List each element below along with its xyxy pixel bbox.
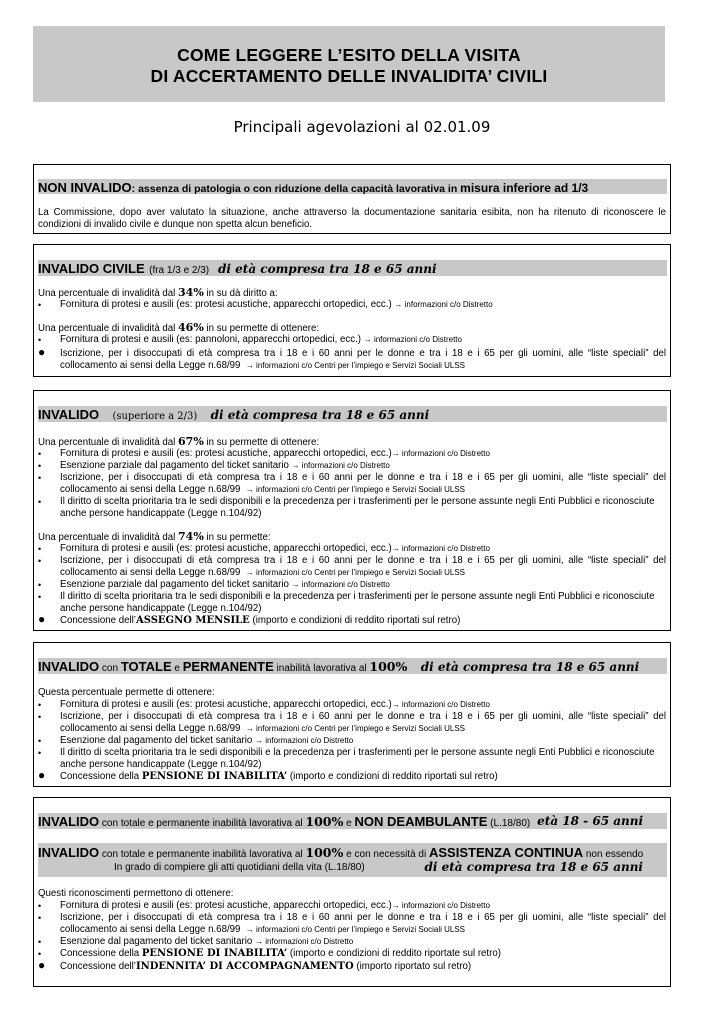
common-iscrizione-2: collocamento ai sensi della Legge n.68/99 [60,484,241,495]
sec5-non-essendo: non essendo [583,849,644,860]
list-item-cont [38,759,666,771]
common-info-distretto: → informazioni c/o Distretto [291,461,390,470]
list-item [38,345,666,360]
sec2-p1-post: in su dà diritto a: [203,288,278,299]
sec4-pensione: PENSIONE DI INABILITA’ [141,771,288,782]
common-iscrizione-2: collocamento ai sensi della Legge n.68/99 [60,567,241,578]
title-line-1: COME LEGGERE L’ESITO DELLA VISITA [177,45,521,65]
sec5-nondeamb: NON DEAMBULANTE [354,814,488,829]
sec4-totale: TOTALE [120,659,172,674]
list-item [38,299,666,311]
bullet-big: ● [38,768,46,782]
list-item [38,768,666,783]
sec1-desc: : assenza di patologia o con riduzione della capacità lavorativa in [131,183,461,194]
common-info-centri: → informazioni c/o Centri per l’impiego e Servizi Sociali ULSS [245,568,466,577]
sec5-age1: età 18 - 65 anni [537,814,643,828]
sec1-desc-big: misura inferiore ad 1/3 [460,181,589,194]
common-info-distretto: → informazioni c/o Distretto [391,901,490,910]
sec3-p1-pre: Una percentuale di invalidità dal [38,437,179,448]
paragraph-line: La Commissione, dopo aver valutato la situazione, anche attraverso la documentazione sanitaria esibita, non ha ritenuto di riconoscere le [38,207,666,218]
list-item [38,958,666,973]
sec4-title: INVALIDO [38,659,100,674]
sec4-num: 100% [369,659,408,674]
list-item [38,472,666,484]
sec3-p2-num: 74% [178,530,204,543]
list-item [38,496,666,508]
sec4-e: e [171,663,183,674]
common-iscrizione-1: Iscrizione, per i disoccupati di età compresa tra i 18 e i 60 anni per le donne e tra i 18 e i 65 per gli uomini, alle “liste speciali” del [60,348,666,359]
percent-intro: Questi riconoscimenti permettono di ottenere: [38,888,234,899]
sec3-range: (superiore a 2/3) [112,411,198,422]
common-protesi: Fornitura di protesi e ausili (es: protesi acustiche, apparecchi ortopedici, ecc.) [60,699,392,710]
common-iscrizione-2: collocamento ai sensi della Legge n.68/99 [60,360,241,371]
common-info-distretto: → informazioni c/o Distretto [391,449,490,458]
section-non-invalido [33,164,671,234]
list-item [38,612,666,627]
bullet-small: • [38,544,42,554]
list-item-cont [38,924,666,936]
sec3-title: INVALIDO [38,407,100,422]
common-sedi-1: Il diritto di scelta prioritaria tra le sedi disponibili e la precedenza per i trasferimenti per le persone assunte negli Enti Pubblici e riconosciute [60,747,655,758]
common-sedi-2: anche persone handicappate (Legge n.104/92) [60,759,262,770]
common-iscrizione-1: Iscrizione, per i disoccupati di età compresa tra i 18 e i 60 anni per le donne e tra i 18 e i 65 per gli uomini, alle “liste speciali” del [60,912,666,923]
bullet-small: • [38,901,42,911]
list-item [38,900,666,912]
list-item [38,936,666,948]
common-ticket: Esenzione dal pagamento del ticket sanitario [60,936,253,947]
common-protesi-pannoloni: Fornitura di protesi e ausili (es: pannoloni, apparecchi ortopedici, ecc.) [60,334,362,345]
subtitle: Principali agevolazioni al 02.01.09 [233,118,491,136]
list-item [38,711,666,723]
section-invalido-totale [33,642,671,787]
sec3-p1-num: 67% [178,435,204,448]
common-info-centri: → informazioni c/o Centri per l’impiego e Servizi Sociali ULSS [245,925,466,934]
bullet-small: • [38,592,42,602]
bullet-big: ● [38,345,46,359]
sec3-p2-post: in su permette: [203,532,271,543]
sec5-indennita-post: (importo riportato sul retro) [353,961,472,972]
list-item [38,448,666,460]
common-protesi: Fornitura di protesi e ausili (es: protesi acustiche, apparecchi ortopedici, ecc.) [60,299,392,310]
common-info-distretto: → informazioni c/o Distretto [391,700,490,709]
common-sedi-2: anche persone handicappate (Legge n.104/92) [60,508,262,519]
sec2-range: (fra 1/3 e 2/3) [149,265,210,276]
common-protesi: Fornitura di protesi e ausili (es: protesi acustiche, apparecchi ortopedici, ecc.) [60,900,392,911]
sec5-title2: INVALIDO [38,845,100,860]
list-item [38,591,666,603]
bullet-small: • [38,556,42,566]
bullet-small: • [38,712,42,722]
common-info-distretto: → informazioni c/o Distretto [363,335,462,344]
bullet-small: • [38,473,42,483]
sec5-desc1: con totale e permanente inabilità lavorativa al [99,818,306,829]
sec3-assegno-post: (importo e condizioni di reddito riportati sul retro) [249,615,461,626]
bullet-small: • [38,913,42,923]
bullet-small: • [38,736,42,746]
section-invalido-civile [33,244,671,377]
sec5-line2: In grado di compiere gli atti quotidiani della vita (L.18/80) [114,862,365,873]
sec5-desc2: con totale e permanente inabilità lavorativa al [99,849,306,860]
bullet-small: • [38,497,42,507]
common-info-centri: → informazioni c/o Centri per l’impiego e Servizi Sociali ULSS [245,724,466,733]
common-iscrizione-1: Iscrizione, per i disoccupati di età compresa tra i 18 e i 60 anni per le donne e tra i 18 e i 65 per gli uomini, alle “liste speciali” del [60,555,666,566]
sec5-indennita: INDENNITA’ DI ACCOMPAGNAMENTO [135,961,354,972]
sec4-pensione-post: (importo e condizioni di reddito riportati sul retro) [287,771,498,782]
sec5-title1: INVALIDO [38,814,100,829]
bullet-small: • [38,937,42,947]
sec4-age: di età compresa tra 18 e 65 anni [420,660,640,674]
bullet-small: • [38,300,42,310]
sec1-title: NON INVALIDO [38,180,132,194]
sec5-assist: ASSISTENZA CONTINUA [429,845,584,860]
sec3-p2-pre: Una percentuale di invalidità dal [38,532,179,543]
bullet-small: • [38,449,42,459]
list-item [38,699,666,711]
common-info-distretto: → informazioni c/o Distretto [254,736,354,745]
common-iscrizione-1: Iscrizione, per i disoccupati di età compresa tra i 18 e i 60 anni per le donne e tra i 18 e i 65 per gli uomini, alle “liste speciali” del [60,711,666,722]
sec5-age2: di età compresa tra 18 e 65 anni [424,860,643,874]
list-item [38,747,666,759]
common-ticket-parziale: Esenzione parziale dal pagamento del ticket sanitario [60,460,289,471]
sec2-p1-pre: Una percentuale di invalidità dal [38,288,179,299]
list-item-cont [38,360,666,372]
common-iscrizione-2: collocamento ai sensi della Legge n.68/99 [60,924,241,935]
title-banner [33,26,665,102]
bullet-small: • [38,580,42,590]
common-info-centri: → informazioni c/o Centri per l’impiego e Servizi Sociali ULSS [245,485,466,494]
sec5-law1: (L.18/80) [487,818,531,829]
section-header [38,658,667,674]
sec4-inab: inabilità lavorativa al [273,663,370,674]
sec3-assegno-pre: Concessione dell’ [60,615,136,626]
list-item [38,735,666,747]
bullet-small: • [38,335,42,345]
sec2-age: di età compresa tra 18 e 65 anni [218,262,437,276]
common-info-distretto: → informazioni c/o Distretto [394,300,493,309]
bullet-small: • [38,748,42,758]
list-item [38,579,666,591]
list-item [38,948,666,960]
bullet-small: • [38,949,42,959]
common-iscrizione-2: collocamento ai sensi della Legge n.68/99 [60,723,241,734]
sec2-p2-post: in su permette di ottenere: [203,323,320,334]
sec2-p2-num: 46% [178,321,204,334]
sec3-age: di età compresa tra 18 e 65 anni [210,408,430,422]
bullet-big: ● [38,612,46,626]
sec5-e1: e [343,818,355,829]
percent-intro: Questa percentuale permette di ottenere: [38,687,215,698]
section-header-non-deambulante [38,813,667,829]
list-item [38,543,666,555]
common-info-distretto: → informazioni c/o Distretto [291,580,390,589]
section-header-assistenza [38,843,667,877]
sec2-p2-pre: Una percentuale di invalidità dal [38,323,179,334]
common-sedi-1: Il diritto di scelta prioritaria tra le sedi disponibili e la precedenza per i trasferimenti per le persone assunte negli Enti Pubblici e riconosciute [60,591,655,602]
common-sedi-1: Il diritto di scelta prioritaria tra le sedi disponibili e la precedenza per i trasferimenti per le persone assunte negli Enti Pubblici e riconosciute [60,496,655,507]
common-protesi: Fornitura di protesi e ausili (es: protesi acustiche, apparecchi ortopedici, ecc.) [60,448,392,459]
sec5-indennita-pre: Concessione dell’ [60,961,136,972]
sec4-permanente: PERMANENTE [182,659,274,674]
list-item-cont [38,603,666,615]
sec3-p1-post: in su permette di ottenere: [203,437,320,448]
common-iscrizione-1: Iscrizione, per i disoccupati di età compresa tra i 18 e i 60 anni per le donne e tra i 18 e i 65 per gli uomini, alle “liste speciali” del [60,472,666,483]
bullet-small: • [38,700,42,710]
bullet-small: • [38,461,42,471]
common-protesi: Fornitura di protesi e ausili (es: protesi acustiche, apparecchi ortopedici, ecc.) [60,543,392,554]
list-item [38,912,666,924]
sec3-assegno: ASSEGNO MENSILE [135,615,250,626]
list-item [38,555,666,567]
list-item-cont [38,723,666,735]
section-invalido-accompagnamento [33,797,671,987]
sec5-pensione-pre: Concessione della [60,948,142,959]
section-header [38,260,667,276]
common-sedi-2: anche persone handicappate (Legge n.104/92) [60,603,262,614]
list-item-cont [38,508,666,520]
sec2-title: INVALIDO CIVILE [38,261,145,276]
sec5-pensione: PENSIONE DI INABILITA’ [141,948,288,959]
sec4-pensione-pre: Concessione della [60,771,142,782]
common-ticket-parziale: Esenzione parziale dal pagamento del ticket sanitario [60,579,289,590]
list-item-cont [38,567,666,579]
bullet-big: ● [38,958,46,972]
section-header [38,179,667,194]
sec5-e2: e con necessità di [343,849,429,860]
sec5-num2: 100% [305,845,344,860]
title-line-2: DI ACCERTAMENTO DELLE INVALIDITA’ CIVILI [150,66,548,86]
sec2-p1-num: 34% [178,286,204,299]
paragraph-line: condizioni di invalido civile e dunque non spetta alcun beneficio. [38,219,313,230]
list-item-cont [38,484,666,496]
list-item [38,460,666,472]
sec5-pensione-post: (importo e condizioni di reddito riportate sul retro) [287,948,501,959]
section-header [38,406,667,422]
common-info-distretto: → informazioni c/o Distretto [254,937,354,946]
sec5-num1: 100% [305,814,344,829]
sec4-con: con [99,663,121,674]
common-ticket: Esenzione dal pagamento del ticket sanitario [60,735,253,746]
section-invalido-superiore [33,390,671,631]
common-info-distretto: → informazioni c/o Distretto [391,544,490,553]
common-info-centri: → informazioni c/o Centri per l’impiego e Servizi Sociali ULSS [245,361,466,370]
list-item [38,334,666,346]
